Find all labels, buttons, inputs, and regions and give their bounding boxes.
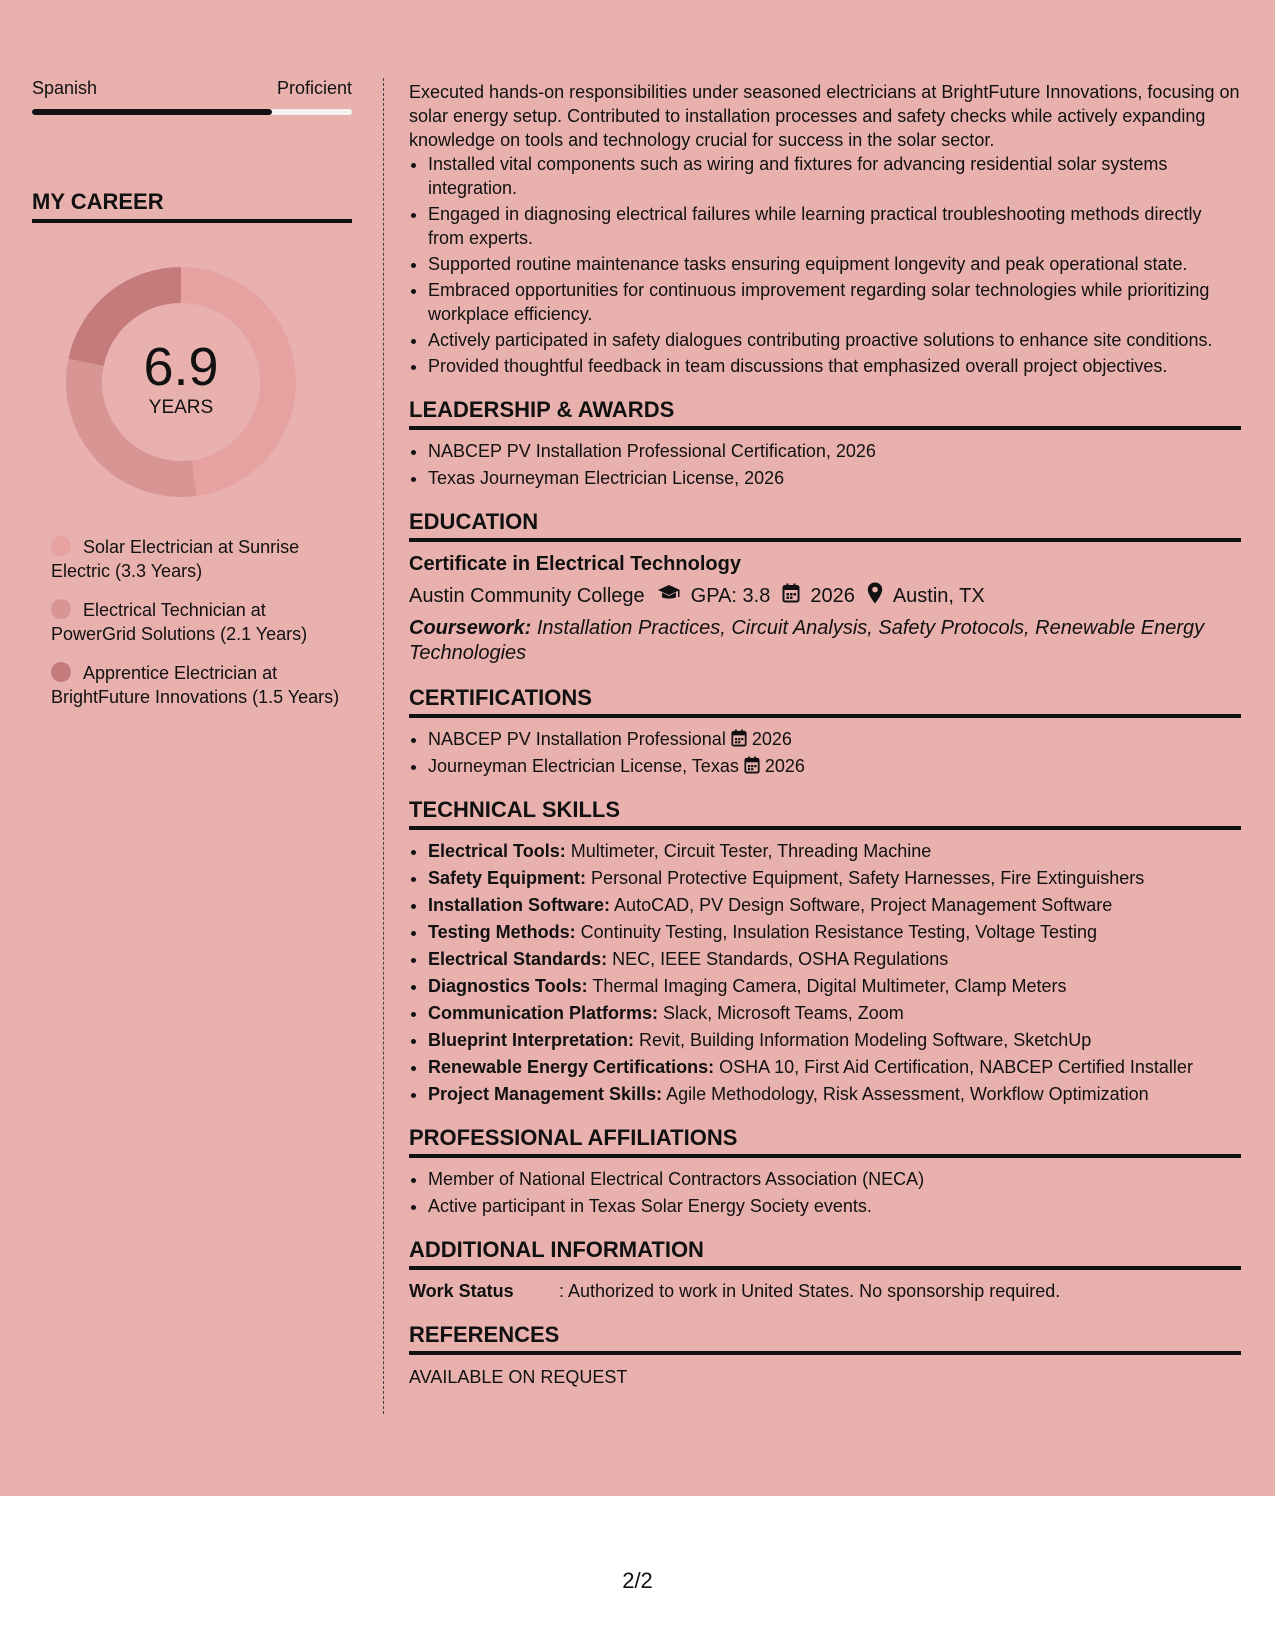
career-total-unit: YEARS <box>148 397 214 418</box>
awards-list <box>409 439 1241 490</box>
career-legend-item <box>51 661 352 709</box>
skill-label: Testing Methods: <box>428 922 576 942</box>
experience-summary: Executed hands-on responsibilities under seasoned electricians at BrightFuture Innovations, focusing on solar energy setup. Contributed to installation processes and safety checks while actively expanding knowledge on tools and technology crucial for success in the solar sector. <box>409 82 1240 150</box>
skill-label: Electrical Standards: <box>428 949 608 969</box>
affiliation-item: • Member of National Electrical Contractors Association (NECA) <box>428 1167 1241 1191</box>
affiliation-item: • Active participant in Texas Solar Energy Society events. <box>428 1194 1241 1218</box>
language-proficiency-bar <box>32 109 352 115</box>
education-meta <box>409 582 1241 610</box>
skill-value: Multimeter, Circuit Tester, Threading Machine <box>570 841 932 861</box>
skill-value: Personal Protective Equipment, Safety Harnesses, Fire Extinguishers <box>591 868 1145 888</box>
skill-label: Renewable Energy Certifications: <box>428 1057 715 1077</box>
skill-label: Installation Software: <box>428 895 611 915</box>
skill-item <box>428 974 1241 998</box>
calendar-icon <box>731 729 747 749</box>
education-school: Austin Community College <box>409 585 645 607</box>
right-column <box>409 80 1241 1389</box>
experience-bullet: • Engaged in diagnosing electrical failures while learning practical troubleshooting methods directly from experts. <box>428 202 1241 250</box>
page-number: 2/2 <box>622 1568 653 1593</box>
skill-label: Blueprint Interpretation: <box>428 1030 634 1050</box>
career-legend-item <box>51 598 352 646</box>
legend-dot-icon <box>51 536 71 556</box>
left-column <box>32 78 352 724</box>
skill-item <box>428 1028 1241 1052</box>
certification-name: Journeyman Electrician License, Texas <box>428 756 739 776</box>
language-name: Spanish <box>32 78 98 98</box>
affiliations-section-title: PROFESSIONAL AFFILIATIONS <box>409 1126 1241 1158</box>
graduation-cap-icon <box>657 584 681 608</box>
skill-item <box>428 947 1241 971</box>
skill-label: Communication Platforms: <box>428 1003 659 1023</box>
calendar-icon <box>744 756 760 776</box>
skill-item <box>428 1001 1241 1025</box>
education-gpa: GPA: 3.8 <box>690 585 771 607</box>
skill-item <box>428 839 1241 863</box>
experience-bullet: • Supported routine maintenance tasks ensuring equipment longevity and peak operational state. <box>428 252 1241 276</box>
skill-label: Safety Equipment: <box>428 868 587 888</box>
skill-label: Project Management Skills: <box>428 1084 663 1104</box>
certification-item <box>428 727 1241 751</box>
certification-name: NABCEP PV Installation Professional <box>428 729 726 749</box>
skill-label: Diagnostics Tools: <box>428 976 588 996</box>
work-status-value: : Authorized to work in United States. No sponsorship required. <box>559 1281 1061 1301</box>
certification-item <box>428 754 1241 778</box>
skill-label: Electrical Tools: <box>428 841 566 861</box>
award-item: • NABCEP PV Installation Professional Certification, 2026 <box>428 439 1241 463</box>
skill-value: Thermal Imaging Camera, Digital Multimeter, Clamp Meters <box>592 976 1067 996</box>
language-level: Proficient <box>276 78 352 98</box>
education-coursework <box>409 616 1241 666</box>
certifications-section-title: CERTIFICATIONS <box>409 686 1241 718</box>
skill-value: Revit, Building Information Modeling Software, SketchUp <box>639 1030 1092 1050</box>
skill-value: Continuity Testing, Insulation Resistance Testing, Voltage Testing <box>580 922 1097 942</box>
certification-year: 2026 <box>764 756 805 776</box>
skill-item <box>428 893 1241 917</box>
language-row <box>32 78 352 99</box>
career-total-value: 6.9 <box>143 337 219 397</box>
career-legend-item <box>51 535 352 583</box>
experience-bullet: • Provided thoughtful feedback in team discussions that emphasized overall project objectives. <box>428 354 1241 378</box>
career-legend <box>32 535 352 709</box>
coursework-value: Installation Practices, Circuit Analysis, Safety Protocols, Renewable Energy Technologies <box>409 617 1205 664</box>
experience-bullets <box>409 152 1241 378</box>
certification-year: 2026 <box>751 729 792 749</box>
legend-dot-icon <box>51 662 71 682</box>
affiliations-list <box>409 1167 1241 1218</box>
work-status-label: Work Status <box>409 1281 514 1301</box>
legend-dot-icon <box>51 599 71 619</box>
education-year: 2026 <box>810 585 855 607</box>
skill-item <box>428 1055 1241 1079</box>
skill-value: NEC, IEEE Standards, OSHA Regulations <box>612 949 949 969</box>
skills-section-title: TECHNICAL SKILLS <box>409 798 1241 830</box>
certifications-list <box>409 727 1241 778</box>
additional-section-title: ADDITIONAL INFORMATION <box>409 1238 1241 1270</box>
education-degree: Certificate in Electrical Technology <box>409 553 741 575</box>
skills-list <box>409 839 1241 1106</box>
skill-value: AutoCAD, PV Design Software, Project Management Software <box>614 895 1113 915</box>
career-legend-label: Apprentice Electrician at BrightFuture Innovations (1.5 Years) <box>51 663 340 707</box>
skill-item <box>428 866 1241 890</box>
career-legend-label: Solar Electrician at Sunrise Electric (3.3 Years) <box>51 537 300 581</box>
education-location: Austin, TX <box>892 585 985 607</box>
skill-value: OSHA 10, First Aid Certification, NABCEP Certified Installer <box>719 1057 1193 1077</box>
skill-value: Agile Methodology, Risk Assessment, Workflow Optimization <box>666 1084 1149 1104</box>
experience-bullet: • Actively participated in safety dialogues contributing proactive solutions to enhance site conditions. <box>428 328 1241 352</box>
career-legend-label: Electrical Technician at PowerGrid Solutions (2.1 Years) <box>51 600 308 644</box>
education-section-title: EDUCATION <box>409 510 1241 542</box>
award-item: • Texas Journeyman Electrician License, 2026 <box>428 466 1241 490</box>
column-divider <box>383 78 384 1414</box>
experience-bullet: • Installed vital components such as wiring and fixtures for advancing residential solar systems integration. <box>428 152 1241 200</box>
coursework-label: Coursework: <box>409 617 532 639</box>
donut-center <box>66 339 296 419</box>
awards-section-title: LEADERSHIP & AWARDS <box>409 398 1241 430</box>
language-proficiency-fill <box>32 109 272 115</box>
experience-bullet: • Embraced opportunities for continuous improvement regarding solar technologies while prioritizing workplace efficiency. <box>428 278 1241 326</box>
references-section-title: REFERENCES <box>409 1323 1241 1355</box>
skill-value: Slack, Microsoft Teams, Zoom <box>663 1003 904 1023</box>
references-text: AVAILABLE ON REQUEST <box>409 1367 628 1387</box>
location-pin-icon <box>867 582 883 610</box>
calendar-icon <box>782 583 800 609</box>
career-donut-chart <box>66 267 296 497</box>
work-status-row <box>409 1279 1241 1303</box>
career-section-title: MY CAREER <box>32 189 352 223</box>
skill-item <box>428 1082 1241 1106</box>
skill-item <box>428 920 1241 944</box>
